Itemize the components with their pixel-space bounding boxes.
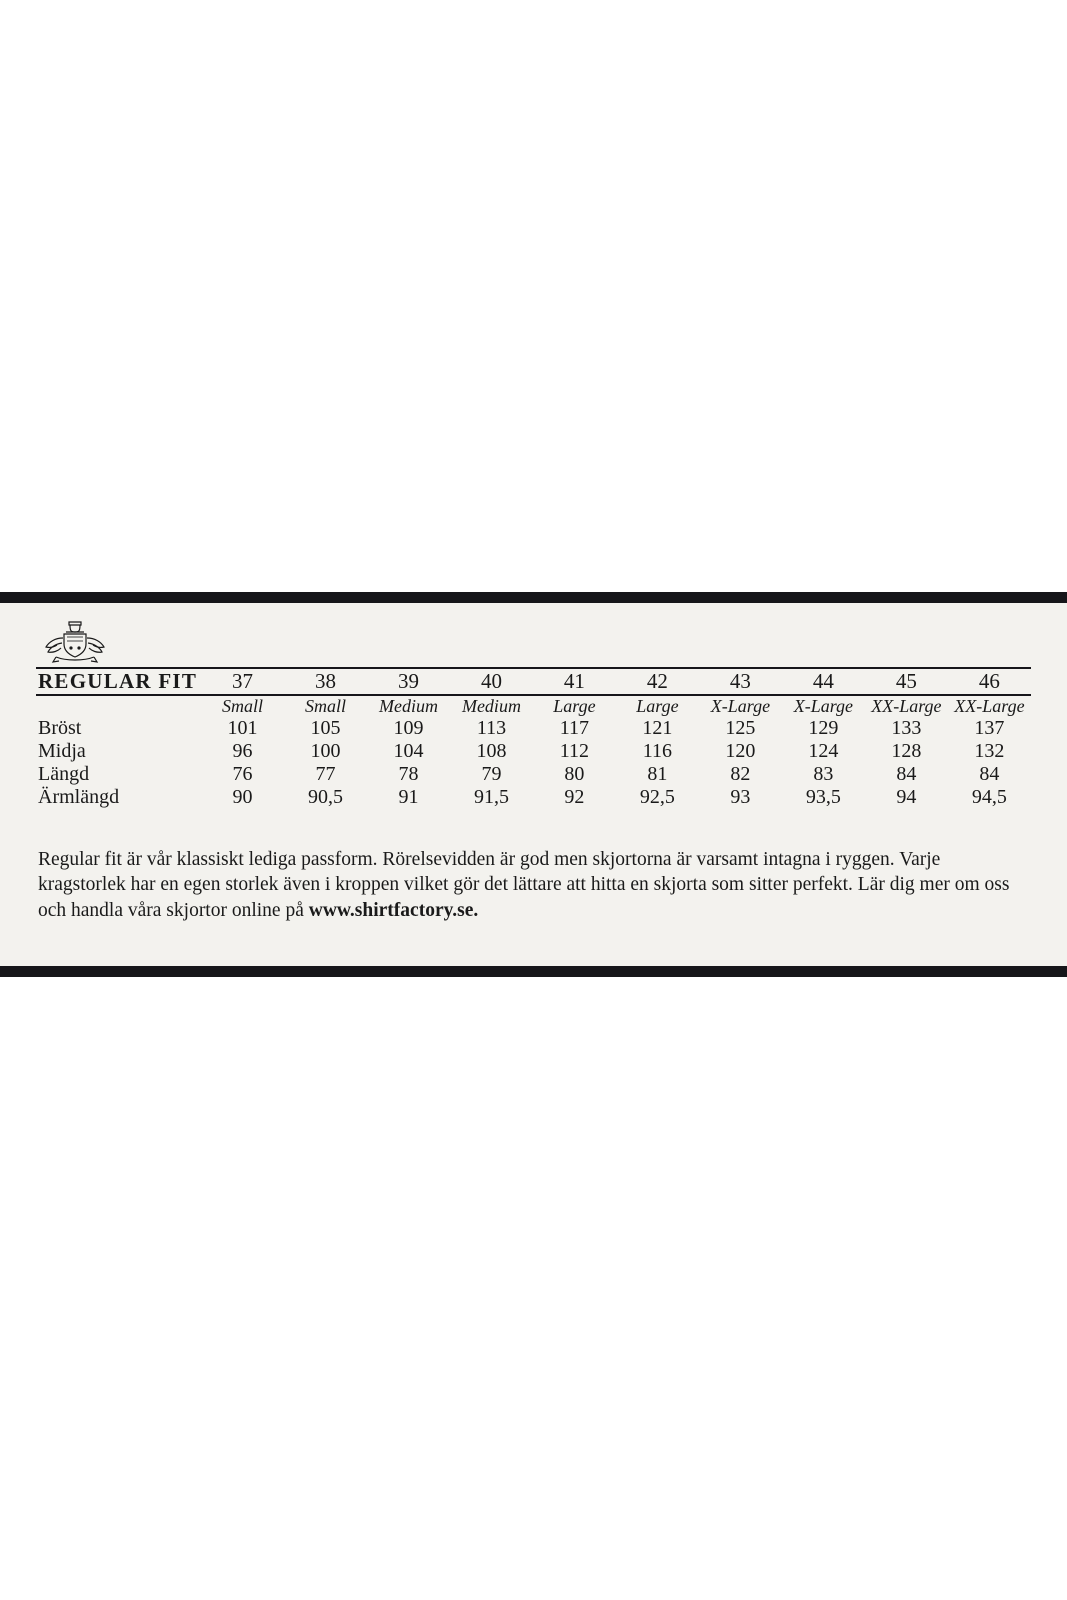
- size-name-cell: Medium: [461, 696, 521, 716]
- measurement-cell: 80: [564, 763, 585, 785]
- size-name-cell: XX-Large: [871, 696, 942, 716]
- measurement-cell: 108: [476, 740, 507, 762]
- size-name-cell: Large: [553, 696, 596, 716]
- size-table: [36, 667, 1031, 809]
- measurement-cell: 91: [398, 786, 419, 808]
- measurement-cell: 94: [896, 786, 917, 808]
- measurement-cell: 101: [227, 717, 258, 739]
- table-row: [36, 763, 1031, 786]
- crest-logo-icon: [36, 615, 114, 667]
- measurement-cell: 81: [647, 763, 668, 785]
- collar-size-header: 44: [782, 668, 865, 695]
- measurement-label: Ärmlängd: [38, 786, 120, 808]
- measurement-cell: 109: [393, 717, 424, 739]
- measurement-cell: 120: [725, 740, 756, 762]
- table-header-row: [36, 668, 1031, 695]
- measurement-cell: 78: [398, 763, 419, 785]
- measurement-cell: 92,5: [639, 786, 675, 808]
- collar-size-header: 43: [699, 668, 782, 695]
- measurement-label: Midja: [38, 740, 86, 762]
- measurement-cell: 121: [642, 717, 673, 739]
- measurement-cell: 129: [808, 717, 839, 739]
- website-link[interactable]: www.shirtfactory.se.: [308, 900, 479, 922]
- measurement-cell: 132: [974, 740, 1005, 762]
- size-name-row: [36, 695, 1031, 717]
- size-name-cell: X-Large: [793, 696, 854, 716]
- measurement-cell: 79: [481, 763, 502, 785]
- measurement-cell: 91,5: [473, 786, 509, 808]
- measurement-cell: 117: [559, 717, 590, 739]
- collar-size-header: 39: [367, 668, 450, 695]
- bottom-divider-rule: [0, 966, 1067, 977]
- measurement-cell: 82: [730, 763, 751, 785]
- size-name-cell: Small: [304, 696, 346, 716]
- measurement-cell: 76: [232, 763, 253, 785]
- collar-size-header: 38: [284, 668, 367, 695]
- measurement-cell: 84: [979, 763, 1000, 785]
- collar-size-header: 46: [948, 668, 1031, 695]
- table-row: [36, 717, 1031, 740]
- table-row: [36, 786, 1031, 809]
- size-name-row-label: [36, 695, 201, 717]
- measurement-cell: 137: [974, 717, 1005, 739]
- size-chart-panel: [0, 592, 1067, 977]
- measurement-cell: 113: [476, 717, 507, 739]
- measurement-cell: 105: [310, 717, 341, 739]
- measurement-cell: 94,5: [971, 786, 1007, 808]
- measurement-cell: 93: [730, 786, 751, 808]
- measurement-cell: 90: [232, 786, 253, 808]
- table-row: [36, 740, 1031, 763]
- logo-row: [36, 613, 1031, 667]
- collar-size-header: 45: [865, 668, 948, 695]
- measurement-cell: 96: [232, 740, 253, 762]
- measurement-cell: 100: [310, 740, 341, 762]
- collar-size-header: 37: [201, 668, 284, 695]
- measurement-cell: 77: [315, 763, 336, 785]
- measurement-cell: 112: [559, 740, 590, 762]
- measurement-cell: 133: [891, 717, 922, 739]
- measurement-cell: 83: [813, 763, 834, 785]
- size-name-cell: Medium: [378, 696, 438, 716]
- size-name-cell: Large: [636, 696, 679, 716]
- size-chart-body: [0, 603, 1067, 946]
- fit-description-text: Regular fit är vår klassiskt lediga passform. Rörelsevidden är god men skjortorna är varsamt intagna i ryggen. Varje kragstorlek har en egen storlek även i kroppen vilket gör det lättare att hitta en skjorta som sitter perfekt. Lär dig mer om oss och handla våra skjortor online på: [38, 848, 1010, 922]
- measurement-label: Längd: [38, 763, 90, 785]
- size-name-cell: XX-Large: [954, 696, 1025, 716]
- measurement-cell: 84: [896, 763, 917, 785]
- collar-size-header: 42: [616, 668, 699, 695]
- measurement-label: Bröst: [38, 717, 82, 739]
- measurement-cell: 125: [725, 717, 756, 739]
- collar-size-header: 40: [450, 668, 533, 695]
- measurement-cell: 104: [393, 740, 424, 762]
- measurement-cell: 90,5: [307, 786, 343, 808]
- measurement-cell: 128: [891, 740, 922, 762]
- size-name-cell: Small: [221, 696, 263, 716]
- measurement-cell: 116: [642, 740, 673, 762]
- measurement-cell: 93,5: [805, 786, 841, 808]
- measurement-cell: 124: [808, 740, 839, 762]
- fit-description: [36, 829, 1031, 947]
- top-divider-rule: [0, 592, 1067, 603]
- measurement-cell: 92: [564, 786, 585, 808]
- collar-size-header: 41: [533, 668, 616, 695]
- fit-name-label: REGULAR FIT: [36, 668, 201, 695]
- size-name-cell: X-Large: [710, 696, 771, 716]
